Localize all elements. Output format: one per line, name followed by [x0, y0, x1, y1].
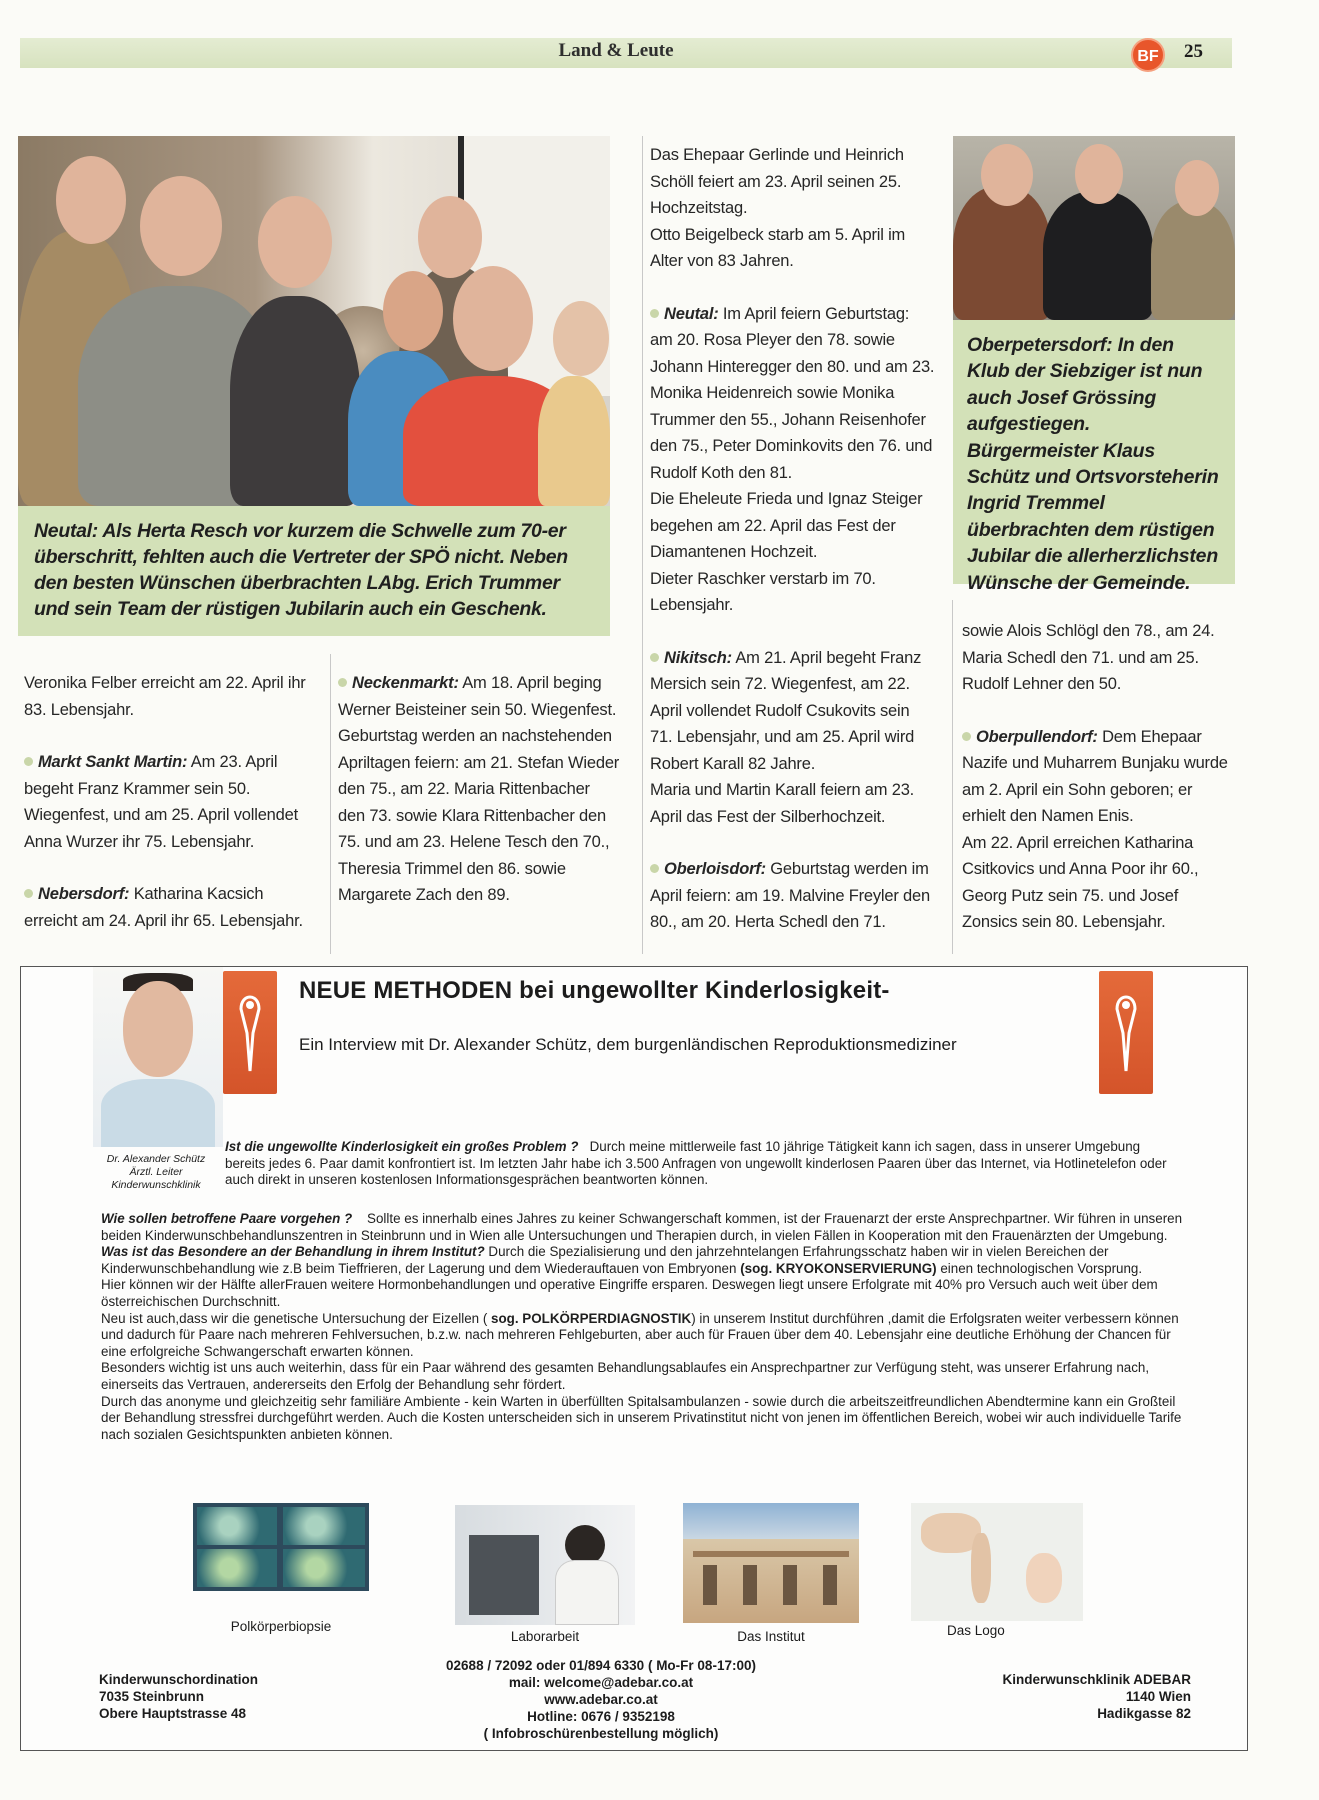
headline-bold: NEUE METHODEN — [299, 977, 513, 1004]
paragraph-oberloisdorf — [650, 856, 936, 936]
paragraph-nebersdorf — [24, 881, 314, 934]
column-divider — [642, 136, 643, 954]
portrait-caption-role: Ärztl. Leiter — [129, 1166, 183, 1178]
contact-wien — [921, 1671, 1191, 1722]
place-keyword: Oberpullendorf: — [976, 727, 1098, 746]
brochure-note: ( Infobroschürenbestellung möglich) — [483, 1726, 719, 1741]
paragraph-steiger: Die Eheleute Frieda und Ignaz Steiger begehen am 22. April das Fest der Diamantenen Hochzeit. — [650, 490, 923, 561]
caption-logo: Das Logo — [947, 1623, 1005, 1638]
column-4 — [962, 618, 1232, 936]
caption-institut: Das Institut — [737, 1629, 805, 1644]
image-institut — [683, 1503, 859, 1623]
paragraph-beigelbeck: Otto Beigelbeck starb am 5. April im Alter von 83 Jahren. — [650, 225, 906, 270]
contact-center — [401, 1657, 801, 1742]
ad-headline — [299, 977, 1079, 1005]
image-laborarbeit — [455, 1505, 635, 1625]
paragraph-neckenmarkt — [338, 670, 620, 723]
contact-steinbrunn — [99, 1671, 359, 1722]
contact-line: Hadikgasse 82 — [1097, 1706, 1191, 1721]
question: Ist die ungewollte Kinderlosigkeit ein großes Problem ? — [225, 1139, 579, 1154]
bf-logo-icon: BF — [1131, 38, 1165, 72]
advertisement-adebar — [20, 966, 1248, 1751]
caption-oberpetersdorf: Oberpetersdorf: In den Klub der Siebziger ist nun auch Josef Grössing aufgestiegen. Bürgermeister Klaus Schütz und Ortsvorsteherin Ingrid Tremmel überbrachten dem rüstigen Jubilar die allerherzlichsten Wünsche der Gemeinde. — [953, 320, 1235, 584]
paragraph: Durch das anonyme und gleichzeitig sehr familiäre Ambiente - kein Warten in überfüllten Spitalsambulanzen - sowie durch die arbeitszeitfreundlichen Abendtermine kann ein Großteil der Behandlung stressfrei durchgeführt werden. Auch die Kosten unterscheiden sich in unserem Privatinstitut nicht von jenen im öffentlichen Bereich, wobei wir auch individuelle Tarife nach sozialen Gesichtspunkten anbieten können. — [101, 1393, 1182, 1442]
stork-emblem-icon — [223, 971, 277, 1094]
portrait-caption-name: Dr. Alexander Schütz — [106, 1153, 206, 1165]
interview-body — [101, 1211, 1191, 1443]
answer: Sollte es innerhalb eines Jahres zu keiner Schwangerschaft kommen, ist der Frauenarzt der erste Ansprechpartner. Wir führen in unseren beiden Kinderwunschbehandlunszentren in Steinbrunn und in Wien alle Untersuchungen und Therapien durch, in vielen Fällen in Kooperation mit den Frauenärzten der Umgebung. — [101, 1211, 1183, 1243]
answer-highlight: (sog. KRYOKONSERVIERUNG) — [740, 1260, 937, 1276]
paragraph-text: Geburtstag werden im April feiern: am 19. Malvine Freyler den 80., am 20. Herta Schedl den 71. — [650, 860, 930, 931]
image-logo — [911, 1503, 1083, 1621]
bullet-icon — [650, 653, 659, 662]
bullet-icon — [650, 864, 659, 873]
answer-highlight: sog. POLKÖRPERDIAGNOSTIK — [491, 1310, 692, 1326]
place-keyword: Oberloisdorf: — [664, 860, 766, 878]
bullet-icon — [338, 678, 347, 687]
bullet-icon — [962, 732, 971, 741]
answer: Durch die Spezialisierung und den jahrzehntelangen Erfahrungsschatz haben wir in vielen Bereichen der Kinderwunschbehandlung wie z.B beim Tieffrieren, der Lagerung und dem Wiederauftauen von Embryonen — [101, 1244, 1109, 1276]
section-title: Land & Leute — [558, 40, 674, 61]
place-keyword: Markt Sankt Martin: — [38, 753, 188, 771]
contact-line: Obere Hauptstrasse 48 — [99, 1706, 247, 1721]
phone-line: 02688 / 72092 oder 01/894 6330 ( Mo-Fr 08-17:00) — [446, 1658, 756, 1673]
paragraph-csitkovics: Am 22. April erreichen Katharina Csitkovics und Anna Poor ihr 60., Georg Putz sein 75. und Josef Zonsics sein 80. Lebensjahr. — [962, 833, 1199, 931]
column-2 — [338, 670, 620, 909]
group-photo-neutal — [18, 136, 610, 506]
contact-line: 1140 Wien — [1125, 1689, 1191, 1704]
contact-line: Kinderwunschordination — [99, 1672, 259, 1687]
paragraph-text: Im April feiern Geburtstag: am 20. Rosa Pleyer den 78. sowie Johann Hinteregger den 80. und am 23. Monika Heidenreich sowie Monika Trummer den 55., Johann Reisenhofer den 75., Peter Dominkovits den 76. und Rudolf Koth den 81. — [650, 304, 935, 482]
column-divider — [952, 600, 953, 954]
paragraph-oberpullendorf — [962, 724, 1232, 830]
paragraph-text: Katharina Kacsich erreicht am 24. April ihr 65. Lebensjahr. — [24, 885, 303, 930]
place-keyword: Neckenmarkt: — [352, 674, 459, 692]
paragraph-markt-sankt-martin — [24, 749, 314, 855]
paragraph: Neu ist auch,dass wir die genetische Untersuchung der Eizellen ( — [101, 1310, 488, 1326]
caption-laborarbeit: Laborarbeit — [510, 1629, 580, 1644]
answer: Durch meine mittlerweile fast 10 jährige Tätigkeit kann ich sagen, dass in unserer Umgebung bereits jedes 6. Paar damit konfrontiert ist. Im letzten Jahr habe ich 3.500 Anfragen von ungewollt kinderlosen Paaren über das Internet, via Hotlinetelefon oder auch direkt in unseren kostenlosen Informationsgesprächen beantworten können. — [225, 1139, 1167, 1188]
paragraph: ) in unserem Institut durchführen ,damit die Erfolgsraten weiter verbessern können und dadurch für Paare nach mehreren Fehlversuchen, b.z.w. nach mehreren Fehlgeburten, aber auch für Frauen über dem 40. Lebensjahr eine deutliche Erhöhung der Chancen für eine erfolgreiche Schwangerschaft erwarten können. — [101, 1310, 1179, 1359]
bullet-icon — [24, 889, 33, 898]
paragraph-neutal — [650, 301, 936, 487]
paragraph-karall: Maria und Martin Karall feiern am 23. April das Fest der Silberhochzeit. — [650, 781, 915, 826]
place-keyword: Nebersdorf: — [38, 885, 130, 903]
contact-line: Kinderwunschklinik ADEBAR — [1002, 1672, 1191, 1687]
question: Was ist das Besondere an der Behandlung in ihrem Institut? — [101, 1244, 485, 1260]
paragraph-text: Dem Ehepaar Nazife und Muharrem Bunjaku wurde am 2. April ein Sohn geboren; er erhielt den Namen Enis. — [962, 727, 1228, 825]
email-link[interactable]: mail: welcome@adebar.co.at — [508, 1675, 694, 1690]
place-keyword: Nikitsch: — [664, 648, 732, 667]
interview-q1 — [225, 1139, 1175, 1189]
paragraph-nikitsch — [650, 645, 936, 778]
portrait-caption-clinic: Kinderwunschklinik — [111, 1179, 201, 1191]
paragraph-schoell: Das Ehepaar Gerlinde und Heinrich Schöll feiert am 23. April seinen 25. Hochzeitstag. — [650, 146, 904, 217]
image-polkoerperbiopsie — [193, 1503, 369, 1591]
hotline-line: Hotline: 0676 / 9352198 — [527, 1709, 675, 1724]
stork-emblem-icon — [1099, 971, 1153, 1094]
page-number: 25 — [1184, 41, 1203, 62]
paragraph: Hier können wir der Hälfte allerFrauen weitere Hormonbehandlungen und operative Eingriffe ersparen. Deswegen liegt unsere Erfolgrate mit 40% pro Versuch auch weit über dem österreichischen Durchschnitt. — [101, 1277, 1158, 1309]
question: Wie sollen betroffene Paare vorgehen ? — [101, 1211, 353, 1226]
column-3 — [650, 142, 936, 936]
answer: einen technologischen Vorsprung. — [940, 1260, 1143, 1276]
photo-oberpetersdorf — [953, 136, 1235, 320]
portrait-caption — [91, 1153, 221, 1192]
bullet-icon — [24, 757, 33, 766]
caption-polkoerperbiopsie: Polkörperbiopsie — [230, 1619, 332, 1634]
paragraph-text: Am 23. April begeht Franz Krammer sein 50. Wiegenfest, und am 25. April vollendet Anna Wurzer ihr 75. Lebensjahr. — [24, 753, 298, 851]
contact-line: 7035 Steinbrunn — [99, 1689, 205, 1704]
column-divider — [330, 654, 331, 954]
paragraph-text: Am 21. April begeht Franz Mersich sein 72. Wiegenfest, am 22. April vollendet Rudolf Csukovits sein 71. Lebensjahr, und am 25. April wird Robert Karall 82 Jahre. — [650, 648, 922, 773]
bullet-icon — [650, 309, 659, 318]
paragraph-schloegl: sowie Alois Schlögl den 78., am 24. Maria Schedl den 71. und am 25. Rudolf Lehner den 50. — [962, 622, 1215, 693]
paragraph-felber: Veronika Felber erreicht am 22. April ihr 83. Lebensjahr. — [24, 674, 306, 719]
paragraph-raschker: Dieter Raschker verstarb im 70. Lebensjahr. — [650, 569, 876, 614]
website-link[interactable]: www.adebar.co.at — [544, 1692, 658, 1707]
column-1 — [24, 670, 314, 934]
place-keyword: Neutal: — [664, 304, 719, 323]
caption-neutal: Neutal: Als Herta Resch vor kurzem die Schwelle zum 70-er überschritt, fehlten auch die Vertreter der SPÖ nicht. Neben den besten Wünschen überbrachten LAbg. Erich Trummer und sein Team der rüstigen Jubilarin auch ein Geschenk. — [18, 506, 610, 636]
ad-subline: Ein Interview mit Dr. Alexander Schütz, dem burgenländischen Reproduktionsmediziner — [299, 1035, 957, 1054]
headline-rest: bei ungewollter Kinderlosigkeit- — [519, 977, 890, 1004]
paragraph-text: Am 18. April beging Werner Beisteiner sein 50. Wiegenfest. — [338, 674, 617, 719]
portrait-dr-schuetz — [93, 967, 223, 1147]
paragraph-birthdays: Geburtstag werden an nachstehenden Apriltagen feiern: am 21. Stefan Wieder den 75., am 22. Maria Rittenbacher den 73. sowie Klara Rittenbacher den 75. und am 23. Helene Tesch den 70., Theresia Trimmel den 86. sowie Margarete Zach den 89. — [338, 727, 620, 904]
paragraph: Besonders wichtig ist uns auch weiterhin, dass für ein Paar während des gesamten Behandlungsablaufes ein Ansprechpartner zur Verfügung steht, was unserer Erfahrung nach, einerseits das Vertrauen, andererseits den Erfolg der Behandlung sehr fördert. — [101, 1360, 1150, 1392]
